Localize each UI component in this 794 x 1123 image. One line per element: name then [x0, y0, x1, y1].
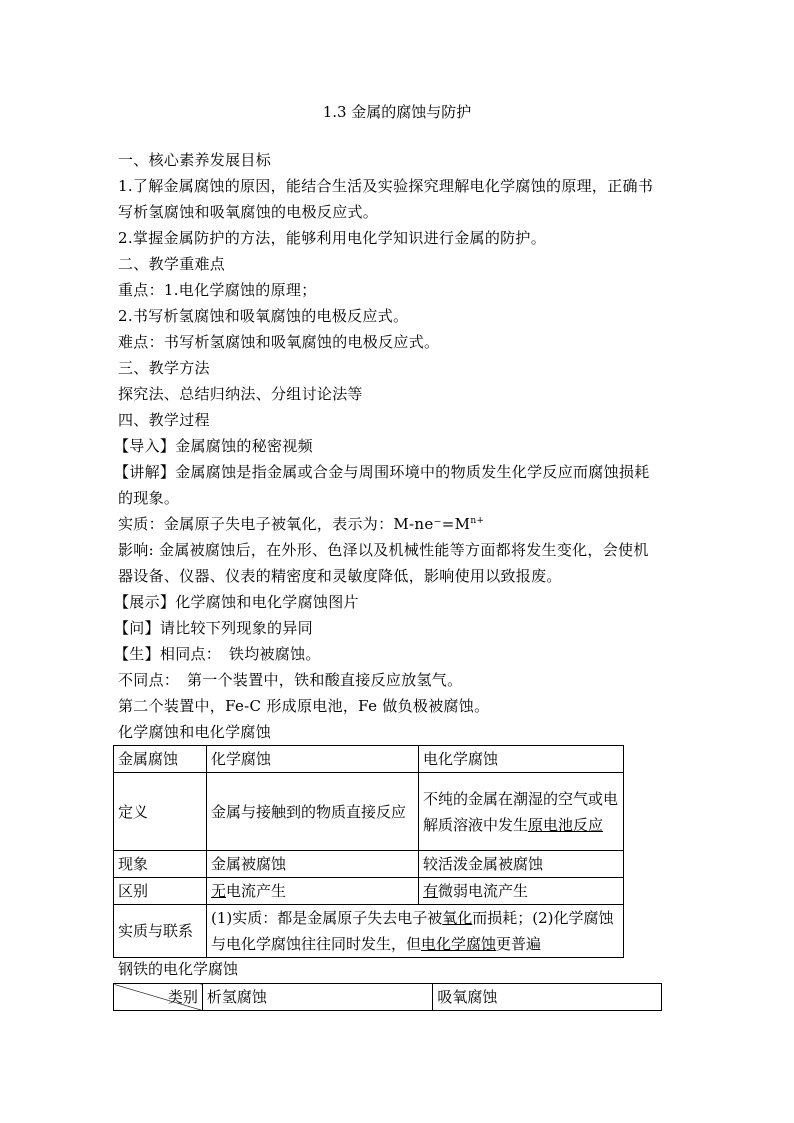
table-row [114, 746, 624, 773]
heading: 二、教学重难点 [118, 255, 226, 273]
cell-text: 不纯的金属在潮湿的空气或电解质溶液中发生 [423, 789, 619, 834]
underlined-text: 有 [423, 882, 439, 900]
paragraph-line: 【生】相同点： 铁均被腐蚀。 [114, 645, 321, 663]
table-cell [419, 773, 624, 851]
table-cell: 现象 [114, 851, 207, 878]
table-header-cell: 化学腐蚀 [207, 746, 419, 773]
heading: 一、核心素养发展目标 [118, 151, 272, 169]
page-title: 1.3 金属的腐蚀与防护 [322, 103, 472, 121]
table-row [114, 984, 662, 1011]
paragraph-line: 影响: 金属被腐蚀后，在外形、色泽以及机械性能等方面都将发生变化，会使机 [118, 541, 649, 559]
paragraph-line: 探究法、总结归纳法、分组讨论法等 [118, 385, 363, 403]
table-cell: 定义 [114, 773, 207, 851]
cell-text: (1)实质：都是金属原子失去电子被 [211, 909, 443, 927]
table-cell: 金属与接触到的物质直接反应 [207, 773, 419, 851]
formula-text: 实质：金属原子失电子被氧化，表示为：M-ne⁻=M [118, 515, 471, 533]
formula-superscript: n+ [470, 516, 485, 526]
table-header-cell: 吸氧腐蚀 [433, 984, 662, 1011]
underlined-text: 无 [211, 882, 227, 900]
table-header-cell: 电化学腐蚀 [419, 746, 624, 773]
table-header-cell: 析氢腐蚀 [202, 984, 433, 1011]
paragraph-line: 写析氢腐蚀和吸氧腐蚀的电极反应式。 [118, 203, 379, 221]
paragraph-line: 不同点： 第一个装置中，铁和酸直接反应放氢气。 [118, 671, 463, 689]
underlined-text: 原电池反应 [528, 815, 604, 834]
table-row [114, 851, 624, 878]
paragraph-line: 2.掌握金属防护的方法，能够利用电化学知识进行金属的防护。 [118, 229, 547, 247]
paragraph-line: 【问】请比较下列现象的异同 [114, 619, 313, 637]
paragraph-line: 器设备、仪器、仪表的精密度和灵敏度降低，影响使用以致报废。 [118, 567, 562, 585]
table-row [114, 905, 624, 958]
paragraph-line: 1.了解金属腐蚀的原因，能结合生活及实验探究理解电化学腐蚀的原理，正确书 [118, 177, 654, 195]
paragraph-line: 【讲解】金属腐蚀是指金属或合金与周围环境中的物质发生化学反应而腐蚀损耗 [114, 463, 650, 481]
underlined-text: 电化学腐蚀 [421, 935, 497, 953]
table-header-cell: 金属腐蚀 [114, 746, 207, 773]
table-cell: 实质与联系 [114, 905, 207, 958]
corrosion-comparison-table [113, 745, 624, 958]
heading: 四、教学过程 [118, 411, 210, 429]
paragraph-line: 【展示】化学腐蚀和电化学腐蚀图片 [114, 593, 359, 611]
underlined-text: 氧化 [442, 909, 473, 927]
cell-text: 更普遍 [496, 935, 542, 953]
cell-text: 而损耗；(2)化学腐蚀与电化学腐蚀往往同时发生，但 [211, 909, 614, 953]
paragraph-line: 重点：1.电化学腐蚀的原理； [118, 281, 317, 299]
paragraph-line: 难点：书写析氢腐蚀和吸氧腐蚀的电极反应式。 [118, 333, 440, 351]
paragraph-line: 的现象。 [118, 489, 180, 507]
cell-text: 电流产生 [226, 882, 287, 900]
heading: 三、教学方法 [118, 359, 210, 377]
table-cell [207, 878, 419, 905]
table-cell [207, 905, 624, 958]
steel-corrosion-table [113, 983, 662, 1011]
table-cell: 区别 [114, 878, 207, 905]
paragraph-line: 2.书写析氢腐蚀和吸氧腐蚀的电极反应式。 [118, 307, 409, 325]
table-cell: 较活泼金属被腐蚀 [419, 851, 624, 878]
table-caption: 化学腐蚀和电化学腐蚀 [118, 723, 272, 741]
paragraph-line: 第二个装置中，Fe-C 形成原电池，Fe 做负极被腐蚀。 [118, 697, 490, 715]
table-row [114, 773, 624, 851]
table-cell [419, 878, 624, 905]
formula-line [118, 511, 688, 537]
table-row [114, 878, 624, 905]
table-cell: 金属被腐蚀 [207, 851, 419, 878]
table-corner-cell: 类别 [114, 984, 203, 1011]
document-body [114, 147, 688, 745]
table-caption: 钢铁的电化学腐蚀 [118, 960, 239, 978]
paragraph-line: 【导入】金属腐蚀的秘密视频 [114, 437, 313, 455]
cell-text: 微弱电流产生 [438, 882, 529, 900]
